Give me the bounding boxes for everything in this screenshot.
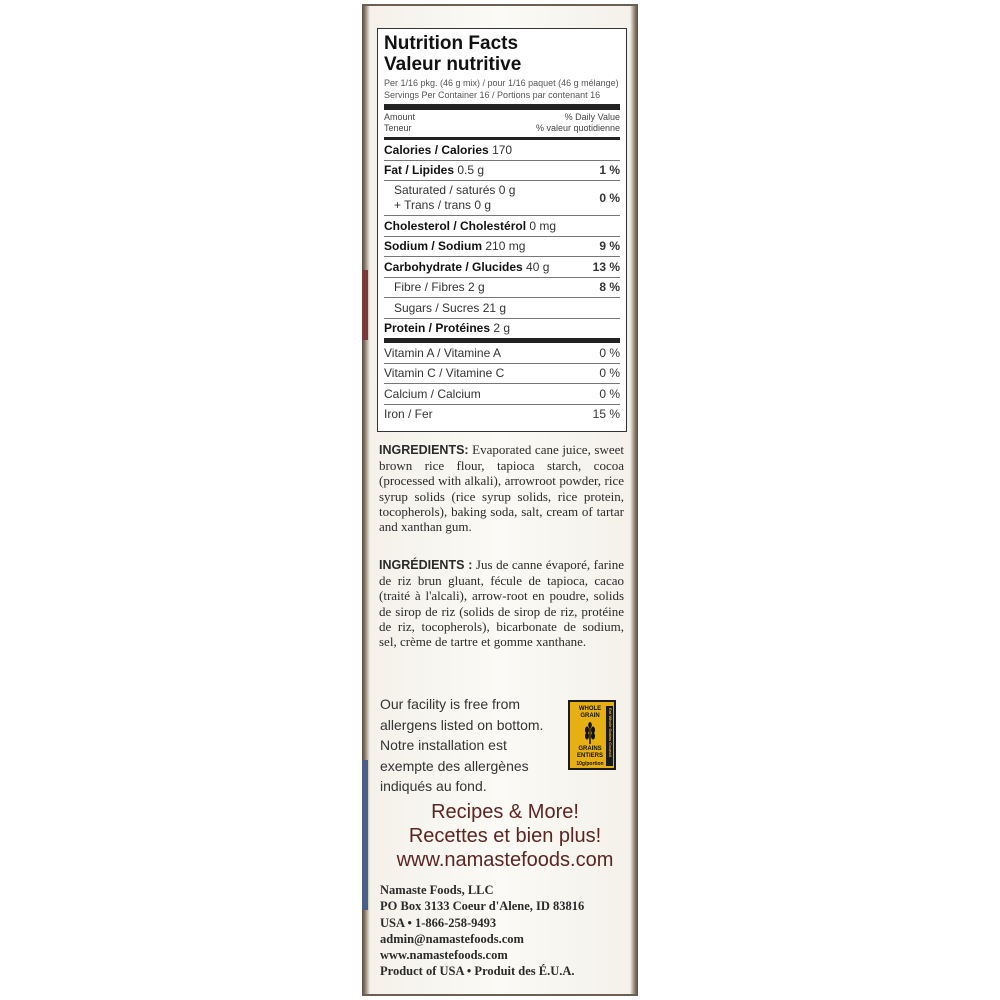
sodium-row: Sodium / Sodium 210 mg 9 % — [384, 236, 620, 257]
allergen-line: exempte des allergènes — [380, 757, 529, 774]
email-address[interactable]: admin@namastefoods.com — [380, 931, 524, 946]
badge-top-text: WHOLE GRAIN — [578, 706, 602, 719]
cholesterol-row: Cholesterol / Cholestérol 0 mg — [384, 215, 620, 236]
allergen-line: allergens listed on bottom. — [380, 716, 544, 733]
ingredients-label-en: INGREDIENTS: — [379, 443, 469, 457]
daily-value-label-en: % Daily Value — [564, 112, 620, 122]
recipes-line-en: Recipes & More! — [431, 801, 579, 823]
table-header — [384, 110, 620, 137]
nutrition-facts-table — [377, 28, 627, 432]
amount-label-fr: Teneur — [384, 123, 412, 133]
protein-row: Protein / Protéines 2 g — [384, 318, 620, 339]
ingredients-label-fr: INGRÉDIENTS : — [379, 558, 473, 572]
badge-side-text: Eat Whole Grains Council — [608, 708, 613, 757]
nutrition-title-en: Nutrition Facts — [384, 33, 519, 54]
ingredients-english — [379, 442, 624, 534]
servings-per-container: Servings Per Container 16 / Portions par contenant 16 — [384, 90, 601, 100]
badge-bottom-text: 10g/portion — [576, 761, 604, 767]
allergen-statement — [380, 694, 580, 797]
mailing-address: PO Box 3133 Coeur d'Alene, ID 83816 — [380, 899, 585, 914]
saturated-trans-row: Saturated / saturés 0 g + Trans / trans 0 g 0 % — [384, 180, 620, 215]
vitamin-row: Vitamin A / Vitamine A 0 % — [384, 345, 620, 360]
nutrition-title-fr: Valeur nutritive — [384, 54, 522, 75]
company-address — [380, 882, 630, 980]
ingredients-french — [379, 557, 624, 649]
vitamin-row: Iron / Fer 15 % — [384, 404, 620, 425]
daily-value-label-fr: % valeur quotidienne — [535, 123, 620, 133]
carbohydrate-row: Carbohydrate / Glucides 40 g 13 % — [384, 256, 620, 277]
calories-row: Calories / Calories 170 — [384, 142, 513, 157]
recipes-line-fr: Recettes et bien plus! — [408, 825, 602, 847]
allergen-line: indiqués au fond. — [380, 778, 487, 794]
badge-side-band — [606, 706, 613, 766]
ingredients-text-en: Evaporated cane juice, sweet brown rice flour, tapioca starch, cocoa (processed with alkali), arrowroot powder, rice syrup solids (rice syrup solids, rice protein, tocopherols), baking soda, salt, cream of tartar and xanthan gum. — [379, 442, 624, 535]
badge-middle-text: GRAINS ENTIERS — [576, 746, 603, 759]
recipes-block — [380, 800, 630, 872]
ingredients-text-fr: Jus de canne évaporé, farine de riz brun gluant, fécule de tapioca, cacao (traité à l'alcali), arrow-root en poudre, solids de sirop de riz (solids de sirop de riz, protéine de riz, tocopherols), bicarbonate de sodium, sel, crème de tartre et gomme xanthane. — [379, 557, 624, 650]
sugars-row: Sugars / Sucres 21 g — [384, 297, 620, 318]
whole-grain-stamp-icon — [568, 700, 616, 770]
wheat-icon — [580, 722, 600, 744]
vitamin-row: Calcium / Calcium 0 % — [384, 383, 620, 404]
website-url[interactable]: www.namastefoods.com — [380, 948, 508, 963]
serving-size: Per 1/16 pkg. (46 g mix) / pour 1/16 paquet (46 g mélange) — [384, 78, 619, 88]
allergen-line: Our facility is free from — [380, 696, 521, 712]
phone-number: USA • 1-866-258-9493 — [380, 915, 497, 930]
website-link[interactable]: www.namastefoods.com — [396, 849, 614, 871]
fat-row: Fat / Lipides 0.5 g 1 % — [384, 160, 620, 181]
origin-statement: Product of USA • Produit des É.U.A. — [380, 964, 575, 979]
fibre-row: Fibre / Fibres 2 g 8 % — [384, 277, 620, 298]
package-edge-accent — [362, 760, 368, 910]
package-edge-accent — [362, 270, 368, 340]
vitamin-row: Vitamin C / Vitamine C 0 % — [384, 363, 620, 384]
allergen-line: Notre installation est — [380, 737, 507, 753]
amount-label-en: Amount — [384, 112, 416, 122]
company-name: Namaste Foods, LLC — [380, 883, 494, 897]
